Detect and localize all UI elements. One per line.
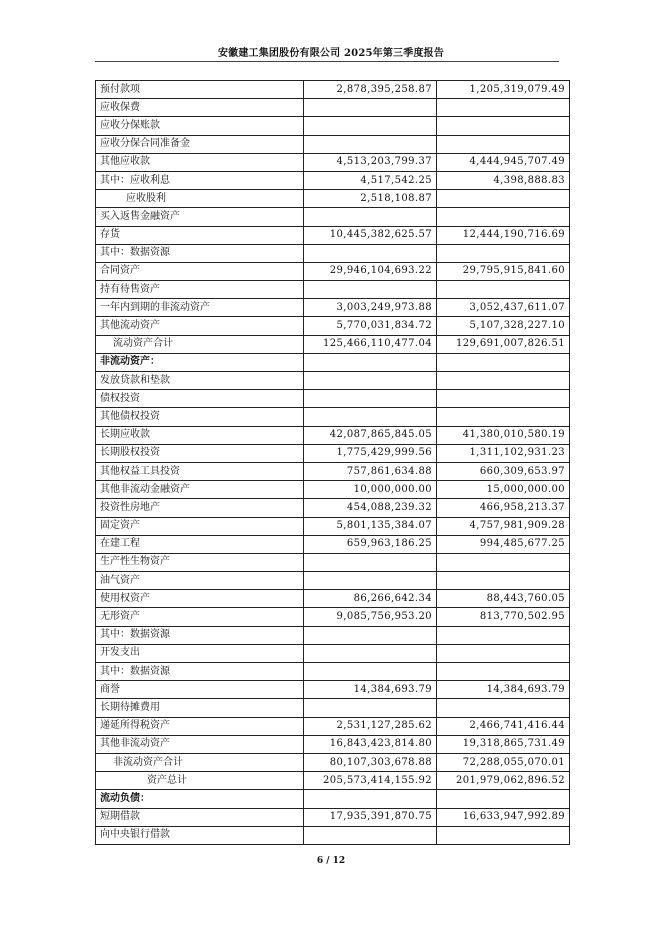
row-label: 开发支出 [96, 644, 304, 662]
prior-period-value: 16,633,947,992.89 [437, 808, 570, 826]
prior-period-value: 5,107,328,227.10 [437, 317, 570, 335]
balance-sheet-table [95, 80, 570, 845]
current-period-value: 125,466,110,477.04 [304, 335, 437, 353]
current-period-value: 2,531,127,285.62 [304, 717, 437, 735]
current-period-value: 86,266,642.34 [304, 590, 437, 608]
table-row [96, 426, 570, 444]
prior-period-value [437, 99, 570, 117]
table-row [96, 372, 570, 390]
row-label: 其中：数据资源 [96, 626, 304, 644]
table-row [96, 81, 570, 99]
prior-period-value: 88,443,760.05 [437, 590, 570, 608]
current-period-value [304, 553, 437, 571]
table-row [96, 262, 570, 280]
current-period-value: 29,946,104,693.22 [304, 262, 437, 280]
current-period-value [304, 372, 437, 390]
table-row [96, 317, 570, 335]
row-label: 非流动资产合计 [96, 753, 304, 771]
prior-period-value: 4,757,981,909.28 [437, 517, 570, 535]
row-label: 其他权益工具投资 [96, 462, 304, 480]
prior-period-value [437, 826, 570, 844]
row-label: 向中央银行借款 [96, 826, 304, 844]
prior-period-value [437, 790, 570, 808]
prior-period-value [437, 408, 570, 426]
row-label: 合同资产 [96, 262, 304, 280]
prior-period-value: 1,205,319,079.49 [437, 81, 570, 99]
prior-period-value [437, 244, 570, 262]
current-period-value [304, 208, 437, 226]
current-period-value: 5,770,031,834.72 [304, 317, 437, 335]
prior-period-value [437, 190, 570, 208]
current-period-value: 10,000,000.00 [304, 481, 437, 499]
header-divider [95, 61, 559, 62]
row-label: 买入返售金融资产 [96, 208, 304, 226]
table-row [96, 608, 570, 626]
prior-period-value [437, 572, 570, 590]
table-row [96, 226, 570, 244]
row-label: 流动资产合计 [96, 335, 304, 353]
table-row [96, 153, 570, 171]
row-label: 油气资产 [96, 572, 304, 590]
section-row [96, 790, 570, 808]
current-period-value: 9,085,756,953.20 [304, 608, 437, 626]
row-label: 其中：数据资源 [96, 244, 304, 262]
row-label: 持有待售资产 [96, 281, 304, 299]
table-row [96, 390, 570, 408]
row-label: 发放贷款和垫款 [96, 372, 304, 390]
prior-period-value: 129,691,007,826.51 [437, 335, 570, 353]
row-label: 长期股权投资 [96, 444, 304, 462]
row-label: 其中：应收利息 [96, 171, 304, 189]
prior-period-value: 994,485,677.25 [437, 535, 570, 553]
current-period-value [304, 353, 437, 371]
prior-period-value: 2,466,741,416.44 [437, 717, 570, 735]
table-row [96, 499, 570, 517]
table-row [96, 190, 570, 208]
row-label: 应收股利 [96, 190, 304, 208]
current-period-value: 454,088,239.32 [304, 499, 437, 517]
row-label: 短期借款 [96, 808, 304, 826]
current-period-value: 42,087,865,845.05 [304, 426, 437, 444]
prior-period-value: 14,384,693.79 [437, 681, 570, 699]
table-row [96, 281, 570, 299]
row-label: 长期应收款 [96, 426, 304, 444]
prior-period-value: 72,288,055,070.01 [437, 753, 570, 771]
section-heading: 非流动资产： [96, 353, 304, 371]
current-period-value: 2,878,395,258.87 [304, 81, 437, 99]
table-row [96, 808, 570, 826]
current-period-value [304, 99, 437, 117]
row-label: 其他流动资产 [96, 317, 304, 335]
row-label: 其他非流动金融资产 [96, 481, 304, 499]
current-period-value: 10,445,382,625.57 [304, 226, 437, 244]
row-label: 其他非流动资产 [96, 735, 304, 753]
prior-period-value [437, 553, 570, 571]
current-period-value [304, 572, 437, 590]
row-label: 债权投资 [96, 390, 304, 408]
prior-period-value [437, 135, 570, 153]
current-period-value: 205,573,414,155.92 [304, 772, 437, 790]
current-period-value [304, 408, 437, 426]
current-period-value: 16,843,423,814.80 [304, 735, 437, 753]
current-period-value: 1,775,429,999.56 [304, 444, 437, 462]
row-label: 其中：数据资源 [96, 663, 304, 681]
current-period-value [304, 644, 437, 662]
table-row [96, 553, 570, 571]
current-period-value [304, 790, 437, 808]
table-row [96, 590, 570, 608]
table-row [96, 444, 570, 462]
table-row [96, 117, 570, 135]
table-row [96, 244, 570, 262]
table-row [96, 135, 570, 153]
current-period-value: 17,935,391,870.75 [304, 808, 437, 826]
prior-period-value [437, 353, 570, 371]
row-label: 商誉 [96, 681, 304, 699]
row-label: 应收保费 [96, 99, 304, 117]
row-label: 使用权资产 [96, 590, 304, 608]
prior-period-value [437, 390, 570, 408]
current-period-value [304, 663, 437, 681]
current-period-value [304, 699, 437, 717]
table-row [96, 644, 570, 662]
current-period-value [304, 135, 437, 153]
prior-period-value: 660,309,653.97 [437, 462, 570, 480]
table-row [96, 699, 570, 717]
table-row [96, 408, 570, 426]
prior-period-value: 1,311,102,931.23 [437, 444, 570, 462]
prior-period-value [437, 626, 570, 644]
prior-period-value: 3,052,437,611.07 [437, 299, 570, 317]
row-label: 应收分保账款 [96, 117, 304, 135]
page-number: 6 / 12 [316, 856, 346, 866]
balance-sheet-body [96, 81, 570, 845]
table-row [96, 462, 570, 480]
table-row [96, 335, 570, 353]
table-row [96, 772, 570, 790]
current-period-value [304, 626, 437, 644]
prior-period-value [437, 372, 570, 390]
row-label: 其他应收款 [96, 153, 304, 171]
prior-period-value [437, 208, 570, 226]
prior-period-value: 201,979,062,896.52 [437, 772, 570, 790]
prior-period-value: 466,958,213.37 [437, 499, 570, 517]
row-label: 预付款项 [96, 81, 304, 99]
current-period-value: 659,963,186.25 [304, 535, 437, 553]
table-row [96, 826, 570, 844]
table-row [96, 626, 570, 644]
prior-period-value: 12,444,190,716.69 [437, 226, 570, 244]
row-label: 其他债权投资 [96, 408, 304, 426]
table-row [96, 572, 570, 590]
prior-period-value: 4,398,888.83 [437, 171, 570, 189]
table-row [96, 99, 570, 117]
prior-period-value: 41,380,010,580.19 [437, 426, 570, 444]
section-row [96, 353, 570, 371]
row-label: 递延所得税资产 [96, 717, 304, 735]
current-period-value: 4,517,542.25 [304, 171, 437, 189]
table-row [96, 299, 570, 317]
row-label: 应收分保合同准备金 [96, 135, 304, 153]
report-header-title: 安徽建工集团股份有限公司 2025年第三季度报告 [217, 48, 445, 59]
row-label: 投资性房地产 [96, 499, 304, 517]
table-row [96, 735, 570, 753]
table-row [96, 171, 570, 189]
current-period-value [304, 390, 437, 408]
table-row [96, 717, 570, 735]
table-row [96, 208, 570, 226]
prior-period-value [437, 699, 570, 717]
table-row [96, 481, 570, 499]
current-period-value [304, 826, 437, 844]
table-row [96, 681, 570, 699]
current-period-value: 14,384,693.79 [304, 681, 437, 699]
current-period-value [304, 281, 437, 299]
prior-period-value: 4,444,945,707.49 [437, 153, 570, 171]
current-period-value: 3,003,249,973.88 [304, 299, 437, 317]
current-period-value: 2,518,108.87 [304, 190, 437, 208]
row-label: 生产性生物资产 [96, 553, 304, 571]
section-heading: 流动负债： [96, 790, 304, 808]
prior-period-value [437, 663, 570, 681]
current-period-value [304, 244, 437, 262]
prior-period-value: 15,000,000.00 [437, 481, 570, 499]
row-label: 存货 [96, 226, 304, 244]
row-label: 一年内到期的非流动资产 [96, 299, 304, 317]
prior-period-value [437, 281, 570, 299]
row-label: 无形资产 [96, 608, 304, 626]
table-row [96, 663, 570, 681]
current-period-value [304, 117, 437, 135]
table-row [96, 753, 570, 771]
current-period-value: 4,513,203,799.37 [304, 153, 437, 171]
row-label: 在建工程 [96, 535, 304, 553]
current-period-value: 5,801,135,384.07 [304, 517, 437, 535]
prior-period-value [437, 644, 570, 662]
prior-period-value: 19,318,865,731.49 [437, 735, 570, 753]
row-label: 长期待摊费用 [96, 699, 304, 717]
current-period-value: 80,107,303,678.88 [304, 753, 437, 771]
prior-period-value: 813,770,502.95 [437, 608, 570, 626]
prior-period-value: 29,795,915,841.60 [437, 262, 570, 280]
table-row [96, 535, 570, 553]
row-label: 固定资产 [96, 517, 304, 535]
table-row [96, 517, 570, 535]
current-period-value: 757,861,634.88 [304, 462, 437, 480]
prior-period-value [437, 117, 570, 135]
row-label: 资产总计 [96, 772, 304, 790]
